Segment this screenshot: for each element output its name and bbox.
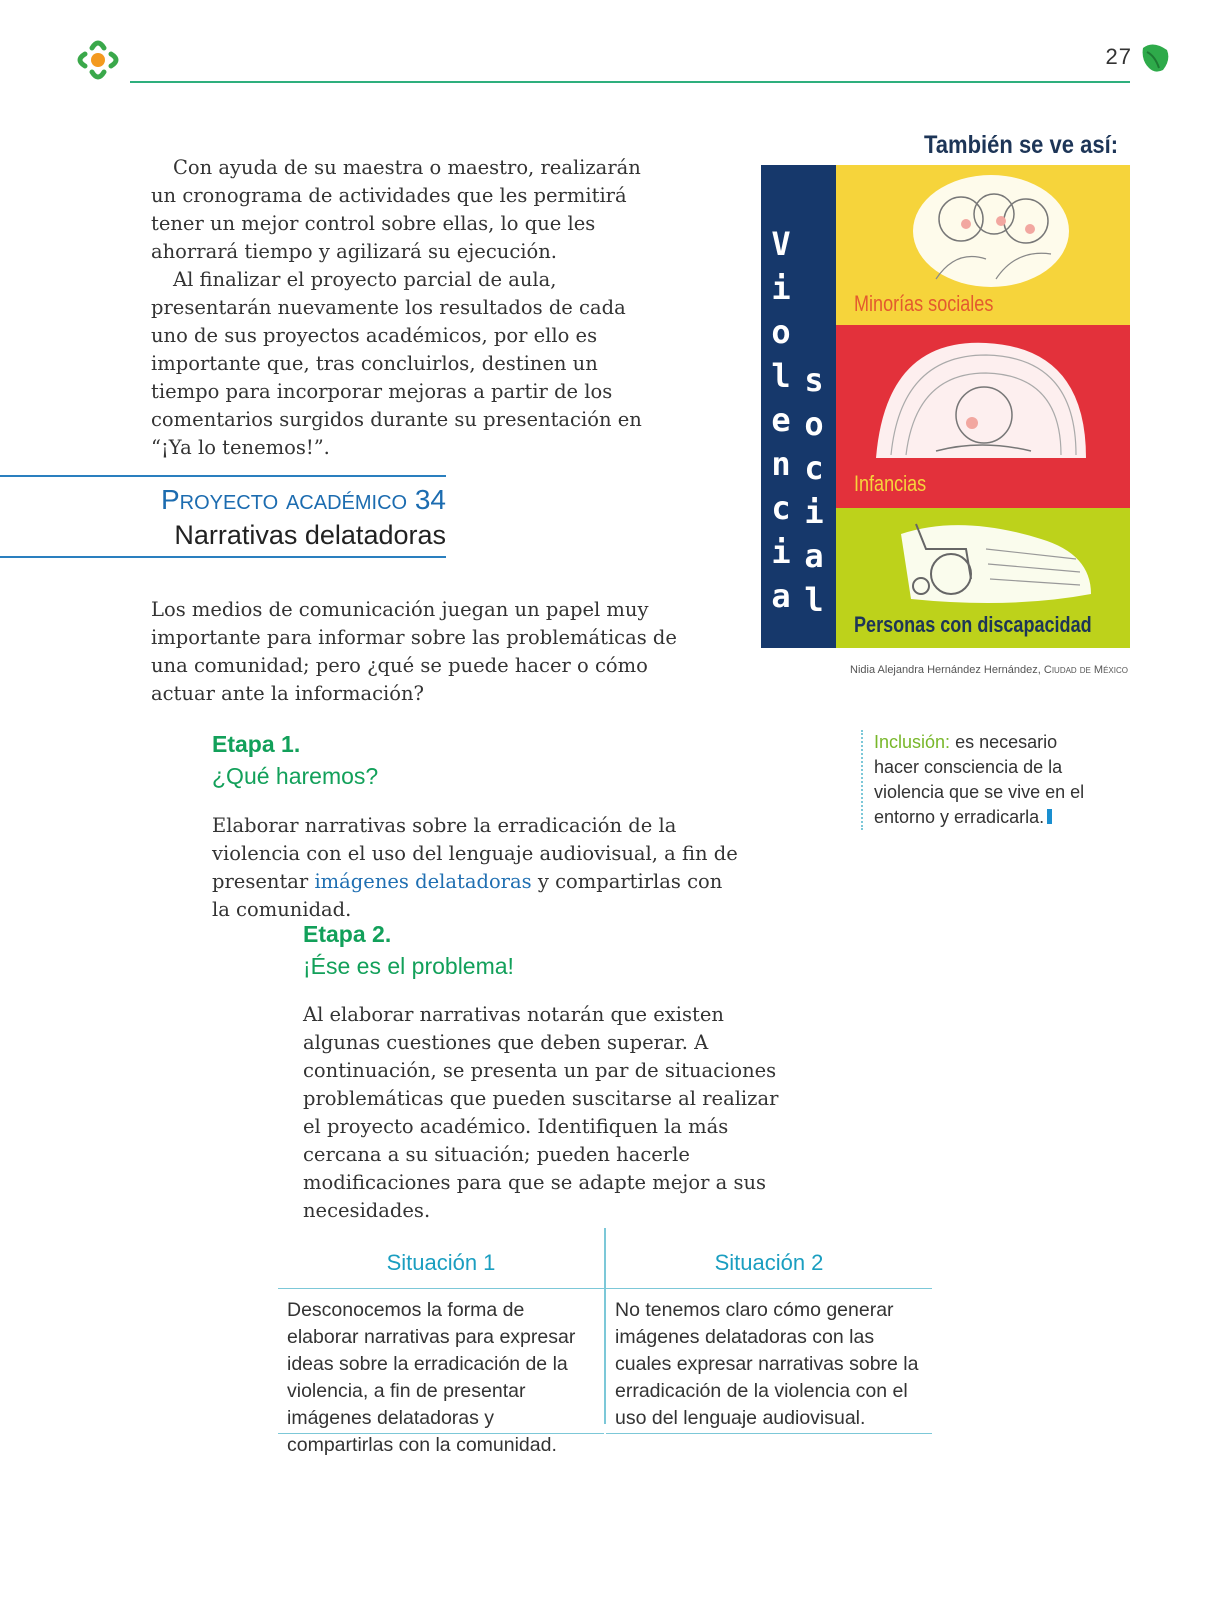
leaf-icon [1137,40,1173,76]
situation-2-text: No tenemos claro cómo generar imágenes delatadoras con las cuales expresar narrativas sobre la erradicación de la violencia con el uso del lenguaje audiovisual. [606,1289,932,1434]
poster-word-2-letter: l [804,581,824,619]
poster-word-2-letter: a [804,537,824,575]
inclusion-keyword: Inclusión: [874,732,951,752]
poster-caption: También se ve así: [924,131,1119,159]
flower-logo-icon [72,34,124,86]
stage-1-subtitle: ¿Qué haremos? [212,763,379,789]
child-illustration-icon [866,333,1096,468]
wheelchair-illustration-icon [896,514,1096,609]
intro-paragraph-1: Con ayuda de su maestra o maestro, realizarán un cronograma de actividades que les permitirá tener un mejor control sobre ellas, lo que les ahorrará tiempo y agilizará su ejecución. [151,156,641,263]
credit-place: Ciudad de México [1043,664,1128,676]
poster-word-1-letter: e [771,401,791,439]
poster-word-1-letter: i [771,533,791,571]
poster-panel-minorities [836,165,1130,325]
faces-illustration-icon [906,169,1076,294]
project-subtitle: Narrativas delatadoras [174,520,446,550]
poster-word-1-letter: c [771,489,791,527]
situation-2 [606,1238,932,1434]
poster-word-1-letter: n [771,445,791,483]
stage-1-text-after: y compartirlas con la comunidad. [212,870,723,921]
stage-1-heading [212,728,378,792]
poster-word-1-letter: l [771,357,791,395]
stage-1-text-before: Elaborar narrativas sobre la erradicación de la violencia con el uso del lenguaje audiovisual, a fin de presentar [212,814,738,893]
glossary-link[interactable]: imágenes delatadoras [314,870,532,893]
page-number: 27 [1105,44,1132,69]
poster-word-2-letter: c [804,449,824,487]
poster-title-band [761,165,836,648]
panel-label-disability: Personas con discapacidad [854,612,1092,637]
poster-word-2-letter: o [804,405,824,443]
project-rule-bottom [0,556,446,558]
credit-name: Nidia Alejandra Hernández Hernández, [850,664,1041,676]
stage-2-subtitle: ¡Ése es el problema! [303,953,514,979]
poster-panel-disability [836,508,1130,648]
poster-panel-childhood [836,325,1130,508]
situation-1 [278,1238,604,1456]
situation-1-title: Situación 1 [278,1238,604,1289]
media-paragraph: Los medios de comunicación juegan un papel muy importante para informar sobre las problemáticas de una comunidad; pero ¿qué se puede hacer o cómo actuar ante la información? [151,598,677,705]
situation-2-title: Situación 2 [606,1238,932,1289]
end-mark-icon [1047,809,1052,824]
poster-word-1-letter: V [771,225,791,263]
header-rule [130,81,1130,83]
inclusion-note [861,730,1104,830]
situations-table [278,1238,932,1456]
stage-2-heading [303,918,514,982]
violence-poster [761,165,1130,648]
panel-label-minorities: Minorías sociales [854,291,994,316]
stage-2-title: Etapa 2. [303,921,392,947]
image-credit [850,664,1128,676]
poster-word-1-letter: i [771,269,791,307]
situation-1-text: Desconocemos la forma de elaborar narrativas para expresar ideas sobre la erradicación de la violencia, a fin de presentar imágenes delatadoras y compartirlas con la comunidad. [278,1289,604,1434]
intro-paragraph-2: Al finalizar el proyecto parcial de aula, presentarán nuevamente los resultados de cada uno de sus proyectos académicos, por ello es importante que, tras concluirlos, destinen un tiempo para incorporar mejoras a partir de los comentarios surgidos durante su presentación en “¡Ya lo tenemos!”. [151,268,642,459]
poster-word-2-letter: i [804,493,824,531]
poster-word-1-letter: a [771,577,791,615]
project-title: Proyecto académico 34 [160,484,446,515]
project-rule-top [0,475,446,477]
stage-1-text [212,812,742,924]
poster-word-1-letter: o [771,313,791,351]
inclusion-text: es necesario hacer consciencia de la violencia que se vive en el entorno y erradicarla. [874,732,1085,827]
poster-word-2-letter: s [804,361,824,399]
stage-1-title: Etapa 1. [212,731,301,757]
intro-text [151,154,646,462]
stage-2-text: Al elaborar narrativas notarán que existen algunas cuestiones que deben superar. A continuación, se presenta un par de situaciones problemáticas que pueden suscitarse al realizar el proyecto académico. Identifiquen la más cercana a su situación; pueden hacerle modificaciones para que se adapte mejor a sus necesidades. [303,1003,779,1222]
panel-label-childhood: Infancias [854,471,927,496]
